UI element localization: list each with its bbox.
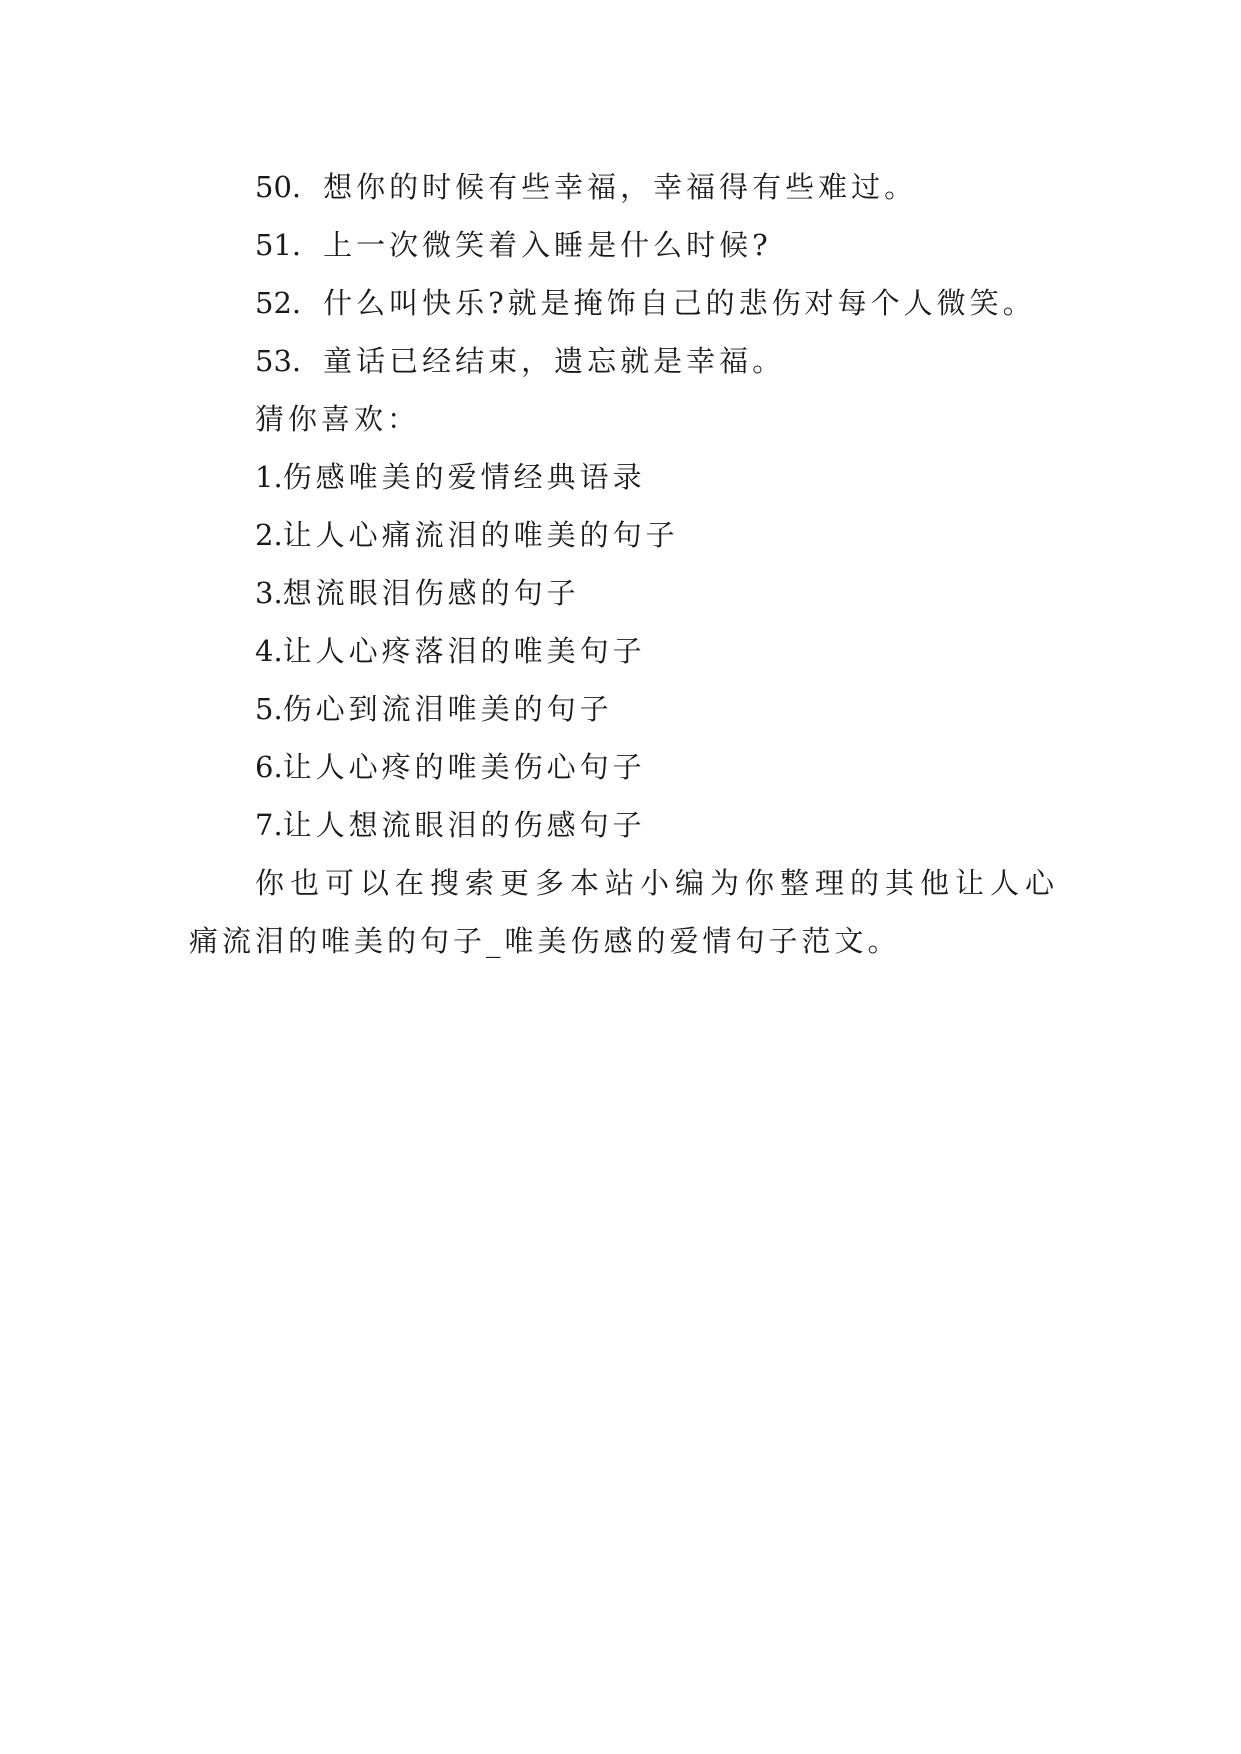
recommend-item[interactable] [189, 564, 1059, 622]
quote-number: 51. [255, 228, 302, 262]
recommend-number: 5. [255, 692, 283, 726]
recommend-number: 6. [255, 750, 283, 784]
quote-item [189, 274, 1059, 332]
quote-text: 想你的时候有些幸福，幸福得有些难过。 [323, 170, 918, 204]
recommend-item[interactable] [189, 738, 1059, 796]
quote-item [189, 158, 1059, 216]
quote-text: 童话已经结束，遗忘就是幸福。 [323, 344, 786, 378]
recommend-number: 2. [255, 518, 283, 552]
recommend-text: 伤心到流泪唯美的句子 [282, 692, 613, 726]
quote-number: 50. [255, 170, 302, 204]
recommend-text: 让人心痛流泪的唯美的句子 [282, 518, 679, 552]
recommend-text: 让人心疼落泪的唯美句子 [282, 634, 646, 668]
recommend-number: 7. [255, 808, 283, 842]
quote-number: 53. [255, 344, 302, 378]
recommend-text: 想流眼泪伤感的句子 [282, 576, 580, 610]
recommend-item[interactable] [189, 622, 1059, 680]
recommend-item[interactable] [189, 448, 1059, 506]
closing-line-1: 你也可以在搜索更多本站小编为你整理的其他让人心 [255, 866, 1061, 900]
recommend-number: 4. [255, 634, 283, 668]
recommend-number: 1. [255, 460, 283, 494]
recommend-text: 让人心疼的唯美伤心句子 [282, 750, 646, 784]
quote-item [189, 216, 1059, 274]
recommend-text: 让人想流眼泪的伤感句子 [282, 808, 646, 842]
closing-line-2: 痛流泪的唯美的句子_唯美伤感的爱情句子范文。 [189, 924, 901, 958]
recommend-heading: 猜你喜欢： [255, 402, 421, 436]
recommend-item[interactable] [189, 506, 1059, 564]
recommend-item[interactable] [189, 680, 1059, 738]
recommend-number: 3. [255, 576, 283, 610]
document-content [189, 158, 1059, 970]
quote-item [189, 332, 1059, 390]
recommend-text: 伤感唯美的爱情经典语录 [282, 460, 646, 494]
quote-text: 什么叫快乐?就是掩饰自己的悲伤对每个人微笑。 [323, 286, 1036, 320]
quote-number: 52. [255, 286, 302, 320]
recommend-item[interactable] [189, 796, 1059, 854]
quote-text: 上一次微笑着入睡是什么时候? [323, 228, 772, 262]
